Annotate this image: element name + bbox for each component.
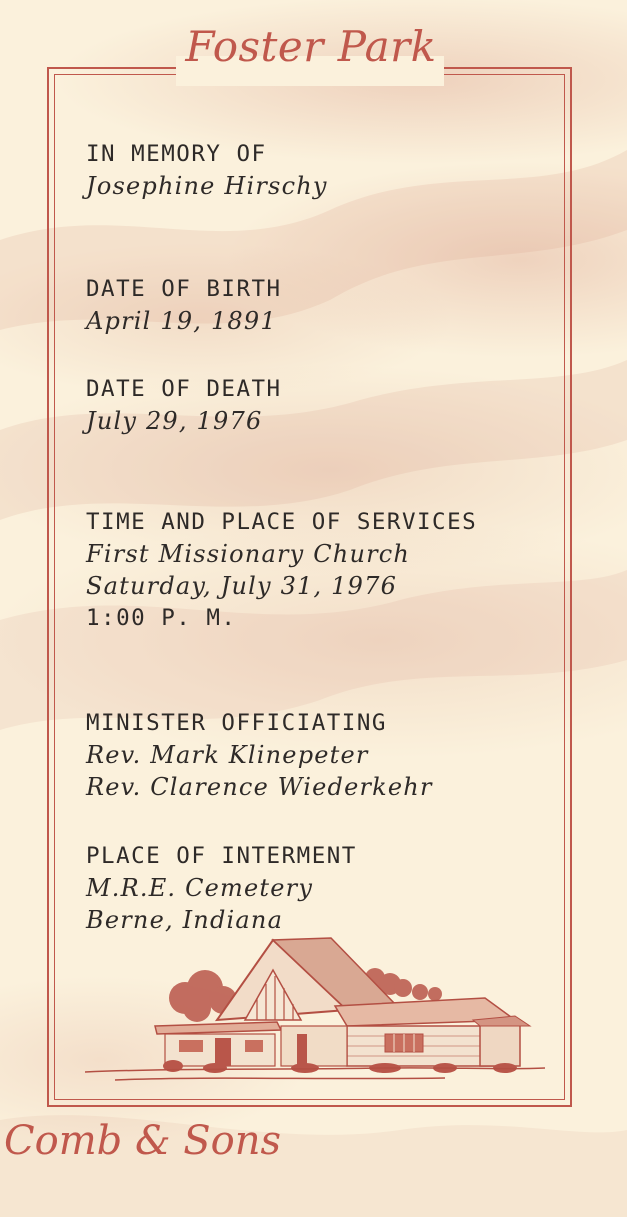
birth-date: April 19, 1891 bbox=[86, 307, 277, 335]
deceased-name: Josephine Hirschy bbox=[86, 172, 328, 200]
services-label: TIME AND PLACE OF SERVICES bbox=[86, 509, 478, 535]
memory-label: IN MEMORY OF bbox=[86, 141, 267, 167]
minister-name: Rev. Mark Klinepeter bbox=[86, 741, 369, 769]
birth-section bbox=[86, 273, 282, 337]
minister-name: Rev. Clarence Wiederkehr bbox=[86, 773, 433, 801]
funeral-home-title: Foster Park bbox=[185, 22, 437, 71]
chapel-illustration-icon bbox=[85, 930, 545, 1090]
funeral-home-footer: Comb & Sons bbox=[4, 1118, 282, 1164]
services-date: Saturday, July 31, 1976 bbox=[86, 572, 398, 600]
birth-label: DATE OF BIRTH bbox=[86, 276, 282, 302]
ministers-label: MINISTER OFFICIATING bbox=[86, 710, 387, 736]
interment-label: PLACE OF INTERMENT bbox=[86, 843, 357, 869]
services-time: 1:00 P. M. bbox=[86, 605, 237, 631]
interment-section bbox=[86, 840, 357, 936]
death-date: July 29, 1976 bbox=[86, 407, 263, 435]
ministers-section bbox=[86, 707, 433, 803]
services-place: First Missionary Church bbox=[86, 540, 411, 568]
services-section bbox=[86, 506, 477, 634]
memory-section bbox=[86, 138, 328, 202]
death-section bbox=[86, 373, 282, 437]
interment-location: Berne, Indiana bbox=[86, 906, 284, 934]
interment-cemetery: M.R.E. Cemetery bbox=[86, 874, 314, 902]
death-label: DATE OF DEATH bbox=[86, 376, 282, 402]
